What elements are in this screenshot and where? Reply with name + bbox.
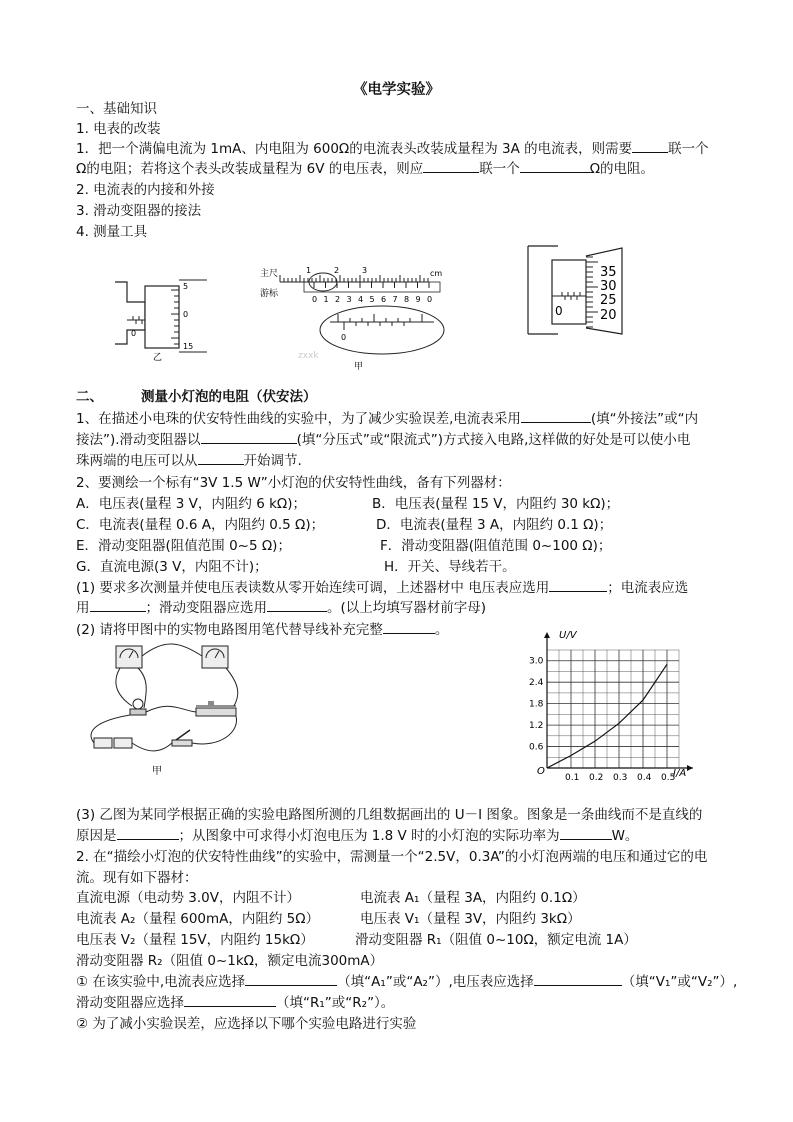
u-i-chart — [527, 628, 707, 783]
x-tick-label: 0.3 — [613, 773, 628, 783]
s2-sub1-line2: 用 ；滑动变阻器应选用 。(以上均填写器材前字母) — [76, 600, 487, 616]
x-tick-label: 0.5 — [661, 773, 676, 783]
lamp-icon — [130, 699, 146, 715]
tick-label: 35 — [600, 265, 617, 280]
s3-q1-line1: ① 在该实验中,电流表应选择 （填“A₁”或“A₂”）,电压表应选择 （填“V₁”或“V₂”）, — [76, 974, 738, 990]
s2-sub3-line1: (3) 乙图为某同学根据正确的实验电路图所测的几组数据画出的 U－I 图象。图象是一条曲线而不是直线的 — [76, 807, 703, 823]
answer-blank[interactable] — [521, 410, 591, 423]
s2-sub3-line2: 原因是 ；从图象中可求得小灯泡电压为 1.8 V 时的小灯泡的实际功率为 W。 — [76, 828, 639, 844]
equipment-F: F．滑动变阻器(阻值范围 0~100 Ω)； — [380, 538, 612, 554]
figure-label-jia: 甲 — [354, 362, 364, 372]
tick-label: 30 — [600, 279, 617, 294]
y-tick-label: 1.2 — [529, 721, 544, 732]
y-axis-label: U/V — [559, 630, 577, 641]
answer-blank[interactable] — [632, 140, 668, 153]
answer-blank[interactable] — [423, 160, 479, 173]
item-measuring-tools: 4. 测量工具 — [76, 224, 148, 240]
figure-label-yi: 乙 — [153, 353, 163, 362]
s3-equip-3b: 滑动变阻器 R₁（阻值 0~10Ω，额定电流 1A） — [355, 932, 637, 948]
s3-equip-3a: 电压表 V₂（量程 15V，内阻约 15kΩ） — [76, 932, 314, 948]
s3-intro-line2: 流。现有如下器材： — [76, 870, 198, 886]
y-tick-label: 3.0 — [529, 656, 544, 667]
voltmeter-icon — [116, 646, 142, 668]
s2-sub2: (2) 请将甲图中的实物电路图用笔代替导线补充完整 。 — [76, 622, 449, 638]
s2-q1-line1: 1、在描述小电珠的伏安特性曲线的实验中，为了减少实验误差,电流表采用 (填“外接法”或“内 — [76, 411, 699, 427]
equipment-A: A．电压表(量程 3 V，内阻约 6 kΩ)； — [76, 496, 306, 512]
main-scale-num: 2 — [334, 266, 340, 275]
s2-q2-intro: 2、要测绘一个标有“3V 1.5 W”小灯泡的伏安特性曲线，备有下列器材： — [76, 475, 511, 491]
vernier-num: 8 — [404, 295, 410, 304]
main-scale-num: 3 — [362, 266, 368, 275]
section2-heading: 二、 测量小灯泡的电阻（伏安法） — [76, 389, 317, 405]
vernier-num: 4 — [358, 295, 364, 304]
vernier-caliper-figure — [258, 262, 448, 372]
question-1-line1: 1．把一个满偏电流为 1mA、内电阻为 600Ω的电流表头改装成量程为 3A 的电流表，则需要 联一个 — [76, 141, 709, 157]
vernier-num: 6 — [381, 295, 387, 304]
item-ammeter-connection: 2. 电流表的内接和外接 — [76, 182, 215, 198]
tick-label: 20 — [600, 308, 617, 323]
vernier-num: 7 — [392, 295, 398, 304]
tick-label: 15 — [183, 342, 194, 351]
item-rheostat-connection: 3. 滑动变阻器的接法 — [76, 203, 202, 219]
item-meter-conversion: 1. 电表的改装 — [76, 121, 161, 137]
main-scale-label: 主尺 — [260, 269, 279, 279]
answer-blank[interactable] — [383, 621, 435, 634]
s3-equip-2b: 电压表 V₁（量程 3V，内阻约 3kΩ） — [360, 911, 581, 927]
vernier-num: 5 — [369, 295, 375, 304]
vernier-num: 9 — [415, 295, 421, 304]
tick-label: 0 — [183, 310, 189, 319]
tick-label: 5 — [183, 282, 189, 291]
answer-blank[interactable] — [520, 160, 590, 173]
s3-equip-4: 滑动变阻器 R₂（阻值 0~1kΩ，额定电流300mA） — [76, 953, 384, 969]
y-tick-label: 0.6 — [529, 742, 544, 753]
answer-blank[interactable] — [560, 827, 612, 840]
zero-label: 0 — [131, 329, 137, 338]
equipment-B: B．电压表(量程 15 V，内阻约 30 kΩ)； — [372, 496, 620, 512]
equipment-C: C．电流表(量程 0.6 A，内阻约 0.5 Ω)； — [76, 517, 325, 533]
micrometer-right-figure — [522, 242, 652, 342]
s3-equip-2a: 电流表 A₂（量程 600mA，内阻约 5Ω） — [76, 911, 320, 927]
s2-q1-line3: 珠两端的电压可以从 开始调节. — [76, 453, 302, 469]
zoom-zero-label: 0 — [341, 333, 347, 342]
s3-equip-1a: 直流电源（电动势 3.0V，内阻不计） — [76, 890, 300, 906]
x-axis-arrow — [687, 765, 693, 771]
vernier-num: 1 — [323, 295, 329, 304]
vernier-num: 2 — [335, 295, 341, 304]
answer-blank[interactable] — [549, 579, 607, 592]
equipment-H: H．开关、导线若干。 — [384, 559, 516, 575]
battery-icon — [94, 738, 132, 748]
circuit-figure — [80, 640, 260, 780]
watermark: zxxk — [298, 351, 319, 361]
equipment-G: G．直流电源(3 V，内阻不计)； — [76, 559, 268, 575]
vernier-num: 0 — [427, 295, 433, 304]
unit-label: cm — [430, 269, 443, 278]
x-tick-label: 0.1 — [565, 773, 580, 783]
answer-blank[interactable] — [534, 973, 622, 986]
s3-equip-1b: 电流表 A₁（量程 3A，内阻约 0.1Ω） — [360, 890, 586, 906]
answer-blank[interactable] — [201, 431, 297, 444]
x-axis-label: I/A — [673, 768, 687, 779]
s3-q2: ② 为了减小实验误差，应选择以下哪个实验电路进行实验 — [76, 1016, 417, 1032]
vernier-num: 3 — [346, 295, 352, 304]
answer-blank[interactable] — [245, 973, 337, 986]
vernier-num: 0 — [312, 295, 318, 304]
y-tick-label: 2.4 — [529, 678, 544, 689]
question-1-line2: Ω的电阻；若将这个表头改装成量程为 6V 的电压表，则应 联一个 Ω的电阻。 — [76, 161, 655, 177]
answer-blank[interactable] — [184, 994, 276, 1007]
circuit-figure-label: 甲 — [152, 766, 162, 777]
answer-blank[interactable] — [198, 452, 244, 465]
x-tick-label: 0.2 — [589, 773, 604, 783]
y-tick-label: 1.8 — [529, 699, 544, 710]
section1-heading: 一、基础知识 — [76, 101, 157, 117]
vernier-scale-label: 游标 — [260, 289, 279, 299]
tick-label: 25 — [600, 293, 617, 308]
page-title: 《电学实验》 — [353, 82, 440, 98]
switch-icon — [172, 730, 192, 746]
s3-intro-line1: 2. 在“描绘小灯泡的伏安特性曲线”的实验中，需测量一个“2.5V，0.3A”的小灯泡两端的电压和通过它的电 — [76, 849, 708, 865]
s2-sub1-line1: (1) 要求多次测量并使电压表读数从零开始连续可调，上述器材中 电压表应选用 ；电流表应选 — [76, 580, 689, 596]
main-scale-num: 1 — [306, 266, 312, 275]
s3-q1-line2: 滑动变阻器应选择 （填“R₁”或“R₂”）。 — [76, 995, 395, 1011]
s2-q1-line2: 接法”).滑动变阻器以 (填“分压式”或“限流式”)方式接入电路,这样做的好处是可以使小电 — [76, 432, 691, 448]
x-tick-label: 0.4 — [637, 773, 652, 783]
answer-blank[interactable] — [267, 599, 327, 612]
answer-blank[interactable] — [117, 827, 179, 840]
zero-label: 0 — [555, 304, 563, 318]
equipment-D: D．电流表(量程 3 A，内阻约 0.1 Ω)； — [376, 517, 613, 533]
y-axis-arrow — [544, 632, 550, 638]
micrometer-left-figure — [105, 272, 215, 362]
ammeter-icon — [202, 646, 228, 668]
origin-label: O — [537, 766, 545, 777]
equipment-E: E．滑动变阻器(阻值范围 0~5 Ω)； — [76, 538, 291, 554]
rheostat-icon — [196, 701, 236, 716]
answer-blank[interactable] — [90, 599, 146, 612]
